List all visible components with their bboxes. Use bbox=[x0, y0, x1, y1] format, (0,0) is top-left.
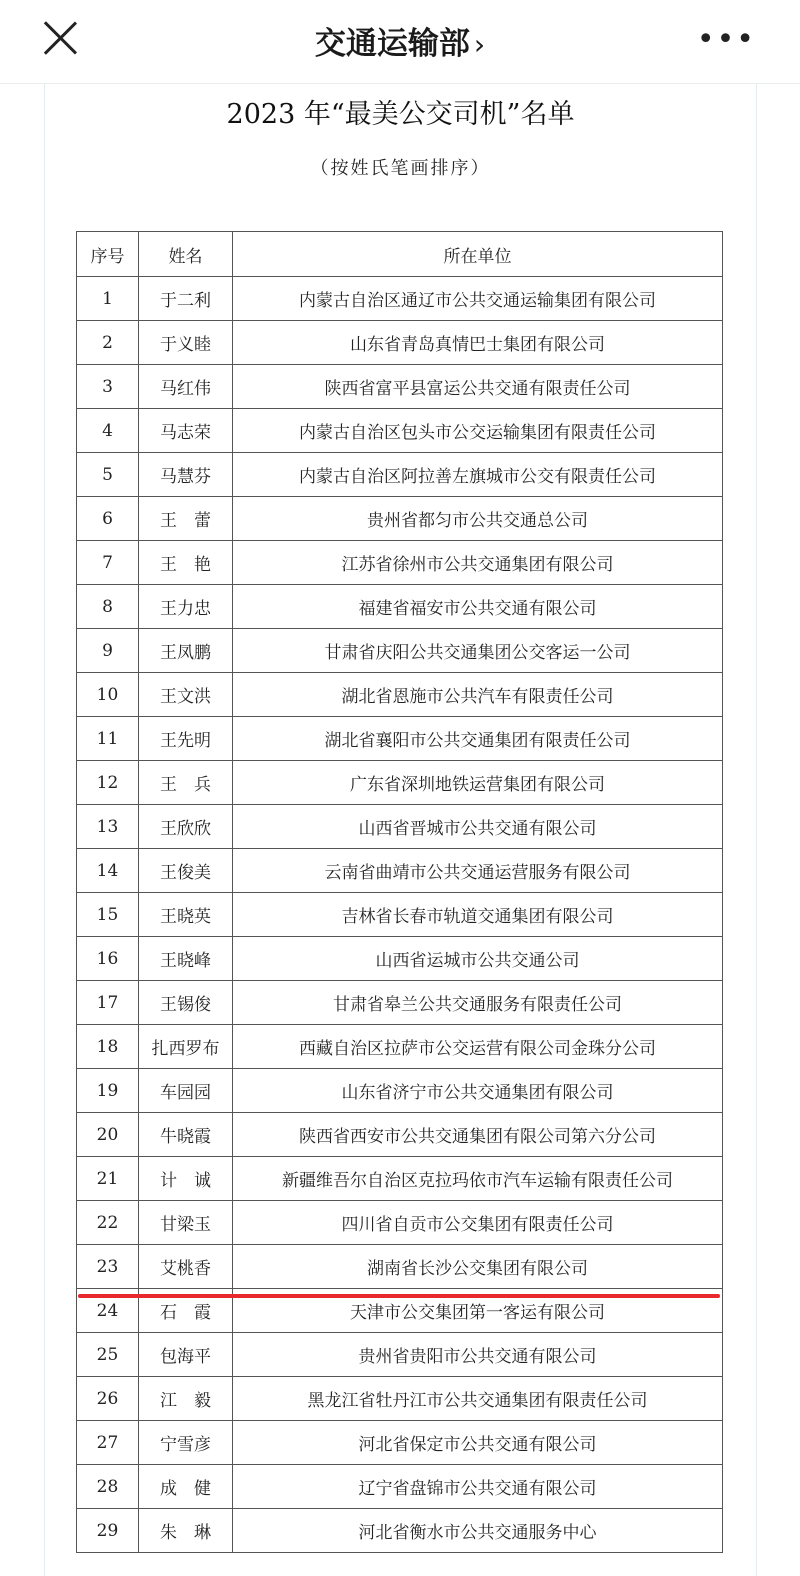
table-row bbox=[77, 761, 723, 805]
cell-index: 25 bbox=[77, 1333, 139, 1377]
cell-index: 15 bbox=[77, 893, 139, 937]
top-bar bbox=[0, 0, 800, 84]
cell-name: 甘梁玉 bbox=[139, 1201, 233, 1245]
cell-name: 王晓峰 bbox=[139, 937, 233, 981]
cell-unit: 贵州省贵阳市公共交通有限公司 bbox=[233, 1333, 723, 1377]
table-row bbox=[77, 1157, 723, 1201]
cell-unit: 河北省保定市公共交通有限公司 bbox=[233, 1421, 723, 1465]
cell-index: 19 bbox=[77, 1069, 139, 1113]
cell-name: 于二利 bbox=[139, 277, 233, 321]
cell-name: 计 诚 bbox=[139, 1157, 233, 1201]
cell-name: 成 健 bbox=[139, 1465, 233, 1509]
table-header-row bbox=[77, 232, 723, 277]
header-name: 姓名 bbox=[139, 232, 233, 277]
cell-unit: 福建省福安市公共交通有限公司 bbox=[233, 585, 723, 629]
cell-index: 18 bbox=[77, 1025, 139, 1069]
cell-unit: 山东省青岛真情巴士集团有限公司 bbox=[233, 321, 723, 365]
cell-name: 王 艳 bbox=[139, 541, 233, 585]
table-row bbox=[77, 981, 723, 1025]
table-row bbox=[77, 541, 723, 585]
cell-index: 14 bbox=[77, 849, 139, 893]
table-row bbox=[77, 585, 723, 629]
cell-index: 21 bbox=[77, 1157, 139, 1201]
table-row bbox=[77, 497, 723, 541]
cell-unit: 四川省自贡市公交集团有限责任公司 bbox=[233, 1201, 723, 1245]
cell-name: 王锡俊 bbox=[139, 981, 233, 1025]
cell-index: 5 bbox=[77, 453, 139, 497]
cell-index: 12 bbox=[77, 761, 139, 805]
cell-name: 王 蕾 bbox=[139, 497, 233, 541]
cell-name: 于义睦 bbox=[139, 321, 233, 365]
table-row bbox=[77, 1421, 723, 1465]
cell-name: 江 毅 bbox=[139, 1377, 233, 1421]
cell-name: 牛晓霞 bbox=[139, 1113, 233, 1157]
cell-name: 扎西罗布 bbox=[139, 1025, 233, 1069]
table-row bbox=[77, 805, 723, 849]
cell-unit: 广东省深圳地铁运营集团有限公司 bbox=[233, 761, 723, 805]
table-row bbox=[77, 849, 723, 893]
account-name: 交通运输部 bbox=[314, 26, 470, 62]
red-highlight-underline bbox=[78, 1294, 720, 1298]
cell-index: 24 bbox=[77, 1289, 139, 1333]
table-row bbox=[77, 1465, 723, 1509]
table-row bbox=[77, 409, 723, 453]
cell-unit: 吉林省长春市轨道交通集团有限公司 bbox=[233, 893, 723, 937]
drivers-table bbox=[76, 231, 723, 1553]
cell-name: 石 霞 bbox=[139, 1289, 233, 1333]
table-row bbox=[77, 629, 723, 673]
table-row bbox=[77, 717, 723, 761]
cell-unit: 陕西省西安市公共交通集团有限公司第六分公司 bbox=[233, 1113, 723, 1157]
cell-index: 26 bbox=[77, 1377, 139, 1421]
cell-unit: 内蒙古自治区包头市公交运输集团有限责任公司 bbox=[233, 409, 723, 453]
cell-name: 朱 琳 bbox=[139, 1509, 233, 1553]
cell-unit: 内蒙古自治区通辽市公共交通运输集团有限公司 bbox=[233, 277, 723, 321]
cell-unit: 湖北省襄阳市公共交通集团有限责任公司 bbox=[233, 717, 723, 761]
cell-unit: 陕西省富平县富运公共交通有限责任公司 bbox=[233, 365, 723, 409]
cell-name: 马红伟 bbox=[139, 365, 233, 409]
cell-name: 王力忠 bbox=[139, 585, 233, 629]
cell-unit: 天津市公交集团第一客运有限公司 bbox=[233, 1289, 723, 1333]
cell-index: 2 bbox=[77, 321, 139, 365]
cell-name: 马慧芬 bbox=[139, 453, 233, 497]
table-row bbox=[77, 453, 723, 497]
table-row bbox=[77, 1245, 723, 1289]
cell-index: 27 bbox=[77, 1421, 139, 1465]
header-index: 序号 bbox=[77, 232, 139, 277]
cell-unit: 甘肃省皋兰公共交通服务有限责任公司 bbox=[233, 981, 723, 1025]
cell-name: 王先明 bbox=[139, 717, 233, 761]
cell-unit: 贵州省都匀市公共交通总公司 bbox=[233, 497, 723, 541]
cell-name: 艾桃香 bbox=[139, 1245, 233, 1289]
cell-name: 包海平 bbox=[139, 1333, 233, 1377]
cell-unit: 山西省晋城市公共交通有限公司 bbox=[233, 805, 723, 849]
cell-index: 10 bbox=[77, 673, 139, 717]
cell-index: 29 bbox=[77, 1509, 139, 1553]
cell-index: 7 bbox=[77, 541, 139, 585]
cell-unit: 湖北省恩施市公共汽车有限责任公司 bbox=[233, 673, 723, 717]
table-row bbox=[77, 277, 723, 321]
table-row bbox=[77, 1377, 723, 1421]
cell-index: 17 bbox=[77, 981, 139, 1025]
cell-index: 3 bbox=[77, 365, 139, 409]
cell-unit: 云南省曲靖市公共交通运营服务有限公司 bbox=[233, 849, 723, 893]
document-subtitle: （按姓氏笔画排序） bbox=[310, 158, 491, 179]
cell-unit: 内蒙古自治区阿拉善左旗城市公交有限责任公司 bbox=[233, 453, 723, 497]
table-row bbox=[77, 1333, 723, 1377]
cell-unit: 湖南省长沙公交集团有限公司 bbox=[233, 1245, 723, 1289]
cell-name: 王 兵 bbox=[139, 761, 233, 805]
cell-index: 13 bbox=[77, 805, 139, 849]
table-row bbox=[77, 1509, 723, 1553]
document-title: 2023 年“最美公交司机”名单 bbox=[226, 99, 575, 130]
table-row bbox=[77, 673, 723, 717]
table-row bbox=[77, 893, 723, 937]
table-row bbox=[77, 1113, 723, 1157]
cell-unit: 西藏自治区拉萨市公交运营有限公司金珠分公司 bbox=[233, 1025, 723, 1069]
cell-name: 王晓英 bbox=[139, 893, 233, 937]
cell-name: 宁雪彦 bbox=[139, 1421, 233, 1465]
table-row bbox=[77, 321, 723, 365]
cell-name: 车园园 bbox=[139, 1069, 233, 1113]
cell-index: 16 bbox=[77, 937, 139, 981]
cell-unit: 江苏省徐州市公共交通集团有限公司 bbox=[233, 541, 723, 585]
document-image bbox=[44, 84, 757, 1576]
table-row bbox=[77, 365, 723, 409]
cell-index: 9 bbox=[77, 629, 139, 673]
cell-index: 8 bbox=[77, 585, 139, 629]
cell-index: 20 bbox=[77, 1113, 139, 1157]
cell-name: 王俊美 bbox=[139, 849, 233, 893]
cell-index: 6 bbox=[77, 497, 139, 541]
cell-name: 王文洪 bbox=[139, 673, 233, 717]
account-title-link[interactable] bbox=[0, 18, 800, 63]
cell-unit: 新疆维吾尔自治区克拉玛依市汽车运输有限责任公司 bbox=[233, 1157, 723, 1201]
table-row bbox=[77, 1201, 723, 1245]
cell-unit: 河北省衡水市公共交通服务中心 bbox=[233, 1509, 723, 1553]
chevron-right-icon: › bbox=[473, 28, 486, 61]
cell-name: 王凤鹏 bbox=[139, 629, 233, 673]
cell-index: 23 bbox=[77, 1245, 139, 1289]
cell-index: 22 bbox=[77, 1201, 139, 1245]
cell-name: 马志荣 bbox=[139, 409, 233, 453]
cell-unit: 甘肃省庆阳公共交通集团公交客运一公司 bbox=[233, 629, 723, 673]
table-row bbox=[77, 937, 723, 981]
more-options-icon[interactable]: ••• bbox=[696, 22, 756, 57]
cell-index: 1 bbox=[77, 277, 139, 321]
cell-unit: 黑龙江省牡丹江市公共交通集团有限责任公司 bbox=[233, 1377, 723, 1421]
header-unit: 所在单位 bbox=[233, 232, 723, 277]
cell-index: 28 bbox=[77, 1465, 139, 1509]
cell-name: 王欣欣 bbox=[139, 805, 233, 849]
cell-unit: 山西省运城市公共交通公司 bbox=[233, 937, 723, 981]
cell-index: 11 bbox=[77, 717, 139, 761]
cell-index: 4 bbox=[77, 409, 139, 453]
cell-unit: 山东省济宁市公共交通集团有限公司 bbox=[233, 1069, 723, 1113]
table-row bbox=[77, 1025, 723, 1069]
cell-unit: 辽宁省盘锦市公共交通有限公司 bbox=[233, 1465, 723, 1509]
table-row bbox=[77, 1069, 723, 1113]
